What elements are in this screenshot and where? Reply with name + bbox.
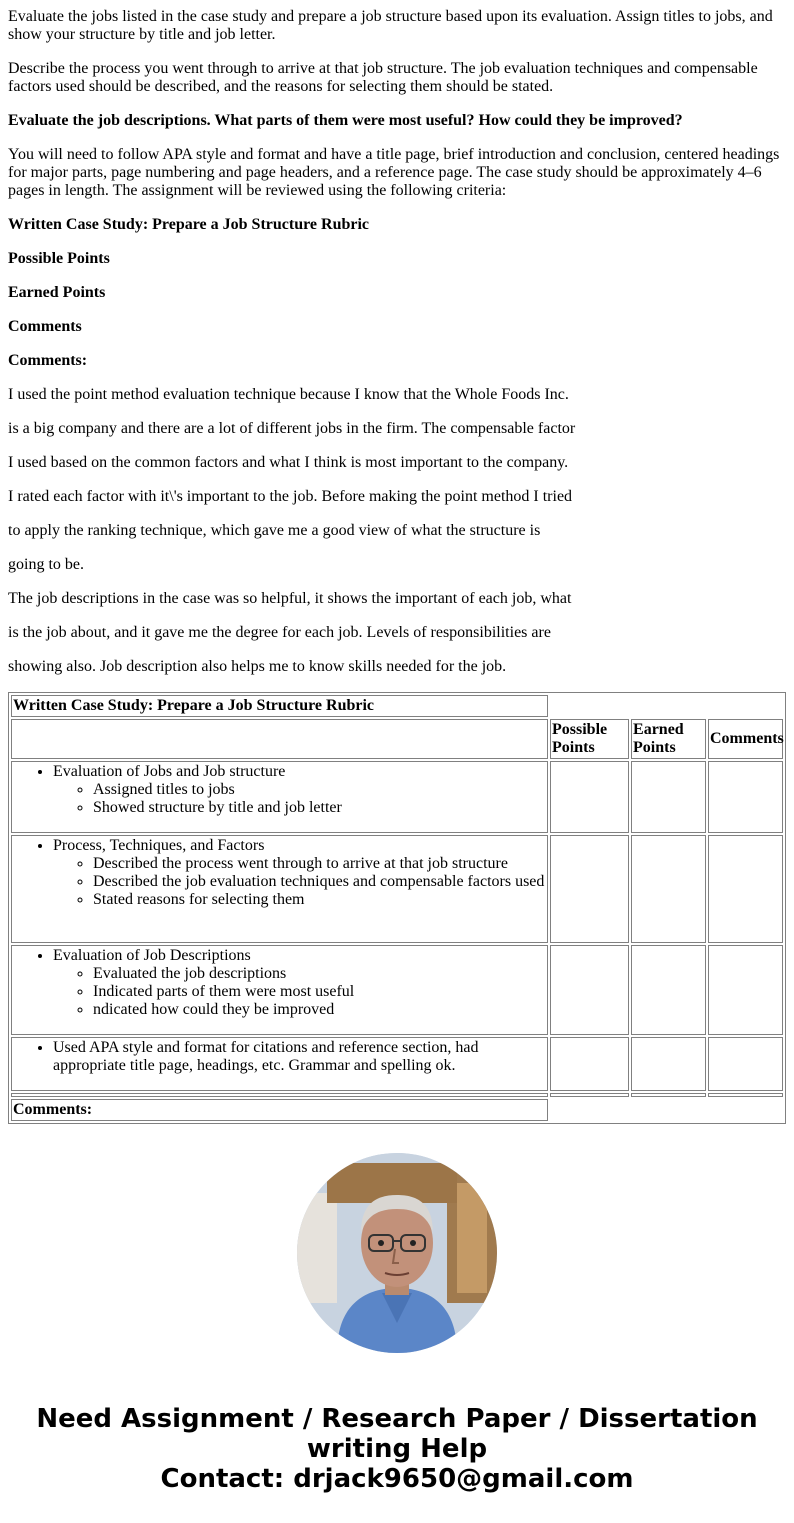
criteria-sublist xyxy=(53,781,546,817)
empty-footer-cell xyxy=(550,1099,783,1121)
possible-points-cell xyxy=(550,1037,629,1091)
criteria-cell xyxy=(11,761,548,833)
list-item xyxy=(53,837,546,909)
list-item: ◦ Indicated parts of them were most useful xyxy=(93,983,546,1001)
earned-points-cell xyxy=(631,835,706,943)
criteria-list xyxy=(13,837,546,909)
criteria-main-label: Evaluation of Jobs and Job structure xyxy=(53,763,286,780)
list-item: ◦ Showed structure by title and job letter xyxy=(93,799,546,817)
list-item: ◦ Described the job evaluation techniques and compensable factors used xyxy=(93,873,546,891)
criteria-list xyxy=(13,947,546,1019)
criteria-list xyxy=(13,1039,546,1075)
table-row xyxy=(11,1093,783,1097)
promo-line-2: writing Help xyxy=(306,1434,488,1464)
answer-line: showing also. Job description also helps me to know skills needed for the job. xyxy=(8,658,507,675)
answer-line: is the job about, and it gave me the degree for each job. Levels of responsibilities are xyxy=(8,624,551,641)
table-row xyxy=(11,1099,783,1121)
earned-points-cell xyxy=(631,945,706,1035)
answer-line: I used the point method evaluation technique because I know that the Whole Foods Inc. xyxy=(8,386,569,403)
author-photo xyxy=(297,1153,497,1353)
answer-line: is a big company and there are a lot of different jobs in the firm. The compensable factor xyxy=(8,420,576,437)
list-item xyxy=(53,763,546,817)
criteria-sublist xyxy=(53,855,546,909)
spacer-cell xyxy=(11,1093,548,1097)
list-item: ◦ ndicated how could they be improved xyxy=(93,1001,546,1019)
possible-points-cell xyxy=(550,835,629,943)
criteria-cell xyxy=(11,1037,548,1091)
rubric-title-cell: Written Case Study: Prepare a Job Structure Rubric xyxy=(11,695,548,717)
spacer-cell xyxy=(550,1093,629,1097)
promo-banner xyxy=(0,1404,794,1494)
rubric-table xyxy=(8,692,786,1124)
possible-points-cell xyxy=(550,761,629,833)
earned-points-heading: Earned Points xyxy=(8,284,106,301)
list-item: ◦ Assigned titles to jobs xyxy=(93,781,546,799)
criteria-main-label: Evaluation of Job Descriptions xyxy=(53,947,251,964)
criteria-main-label: Process, Techniques, and Factors xyxy=(53,837,265,854)
promo-line-1: Need Assignment / Research Paper / Dissertation xyxy=(36,1404,758,1434)
comments-cell xyxy=(708,945,783,1035)
possible-points-cell xyxy=(550,945,629,1035)
comments-column-header: Comments xyxy=(708,719,783,759)
comments-footer-cell: Comments: xyxy=(11,1099,548,1121)
comments-cell xyxy=(708,835,783,943)
intro-paragraph-3: Evaluate the job descriptions. What parts of them were most useful? How could they be improved? xyxy=(8,112,683,129)
possible-points-column-header: Possible Points xyxy=(550,719,629,759)
possible-points-heading: Possible Points xyxy=(8,250,110,267)
answer-line: I used based on the common factors and what I think is most important to the company. xyxy=(8,454,569,471)
list-item: ◦ Described the process went through to arrive at that job structure xyxy=(93,855,546,873)
comments-colon-heading: Comments: xyxy=(8,352,88,369)
table-row xyxy=(11,761,783,833)
answer-line: to apply the ranking technique, which gave me a good view of what the structure is xyxy=(8,522,541,539)
list-item: ◦ Stated reasons for selecting them xyxy=(93,891,546,909)
intro-paragraph-4: You will need to follow APA style and format and have a title page, brief introduction and conclusion, centered headings for major parts, page numbering and page headers, and a reference page. The case study should be approximately 4–6 pages in length. The assignment will be reviewed using the following criteria: xyxy=(8,146,780,199)
list-item: • Used APA style and format for citations and reference section, had appropriate title page, headings, etc. Grammar and spelling ok. xyxy=(53,1039,546,1075)
table-row xyxy=(11,695,783,717)
list-item: ◦ Evaluated the job descriptions xyxy=(93,965,546,983)
list-item xyxy=(53,947,546,1019)
comments-cell xyxy=(708,1037,783,1091)
table-row xyxy=(11,945,783,1035)
comments-heading: Comments xyxy=(8,318,82,335)
empty-header-cell xyxy=(550,695,783,717)
table-row xyxy=(11,1037,783,1091)
promo-contact-line: Contact: drjack9650@gmail.com xyxy=(160,1464,634,1494)
rubric-heading: Written Case Study: Prepare a Job Structure Rubric xyxy=(8,216,370,233)
intro-paragraph-2: Describe the process you went through to arrive at that job structure. The job evaluation techniques and compensable factors used should be described, and the reasons for selecting them should be stated. xyxy=(8,60,758,95)
earned-points-column-header: Earned Points xyxy=(631,719,706,759)
spacer-cell xyxy=(708,1093,783,1097)
earned-points-cell xyxy=(631,761,706,833)
avatar xyxy=(297,1153,497,1353)
answer-line: going to be. xyxy=(8,556,84,573)
comments-cell xyxy=(708,761,783,833)
table-row xyxy=(11,719,783,759)
criteria-sublist xyxy=(53,965,546,1019)
criteria-list xyxy=(13,763,546,817)
answer-line: I rated each factor with it\'s important to the job. Before making the point method I tried xyxy=(8,488,573,505)
spacer-cell xyxy=(631,1093,706,1097)
table-row xyxy=(11,835,783,943)
portrait-illustration xyxy=(297,1153,497,1353)
earned-points-cell xyxy=(631,1037,706,1091)
criteria-cell xyxy=(11,945,548,1035)
blank-criteria-header-cell xyxy=(11,719,548,759)
criteria-cell xyxy=(11,835,548,943)
intro-paragraph-1: Evaluate the jobs listed in the case study and prepare a job structure based upon its evaluation. Assign titles to jobs, and show your structure by title and job letter. xyxy=(8,8,773,43)
answer-line: The job descriptions in the case was so helpful, it shows the important of each job, what xyxy=(8,590,572,607)
